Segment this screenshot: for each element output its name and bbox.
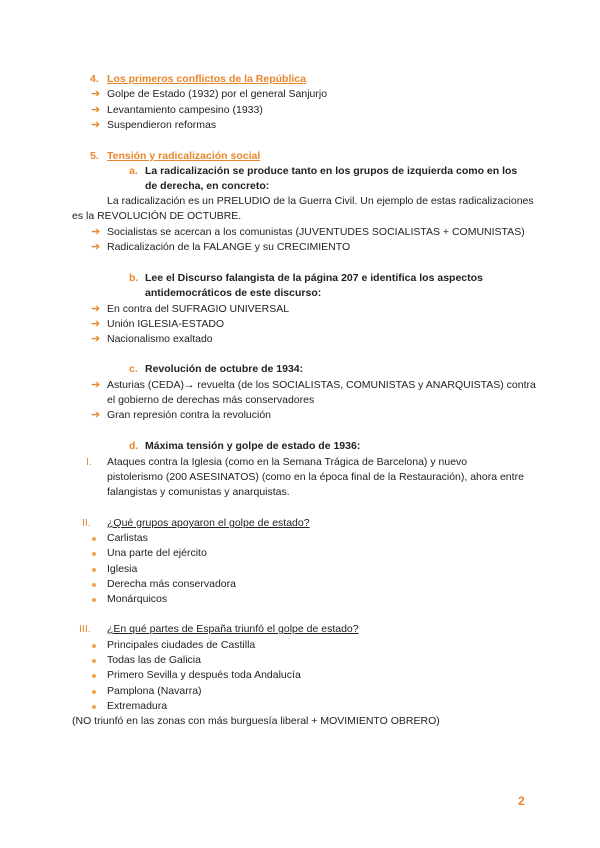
- subsection-d-heading: Máxima tensión y golpe de estado de 1936:: [145, 440, 361, 452]
- bullet-icon: [92, 583, 96, 587]
- question: ¿En qué partes de España triunfó el golpe de estado?: [107, 623, 359, 635]
- list-item: Primero Sevilla y después toda Andalucía: [107, 669, 301, 681]
- bullet-icon: [92, 659, 96, 663]
- list-item: Nacionalismo exaltado: [107, 333, 213, 345]
- roman-numeral-iii: III.: [79, 623, 91, 635]
- bullet-icon: [92, 644, 96, 648]
- bullet-icon: [92, 552, 96, 556]
- bullet-icon: [92, 674, 96, 678]
- paragraph-cont: es la REVOLUCIÓN DE OCTUBRE.: [72, 210, 242, 222]
- list-item: Levantamiento campesino (1933): [107, 104, 263, 116]
- bullet-icon: [92, 690, 96, 694]
- list-item: Una parte del ejército: [107, 547, 207, 559]
- subsection-d-label: d.: [129, 440, 139, 452]
- list-item: Asturias (CEDA)→ revuelta (de los SOCIALISTAS, COMUNISTAS y ANARQUISTAS) contra: [107, 379, 536, 391]
- subsection-b-heading-cont: antidemocráticos de este discurso:: [145, 287, 322, 299]
- paragraph: La radicalización es un PRELUDIO de la Guerra Civil. Un ejemplo de estas radicalizaciones: [107, 195, 534, 207]
- paragraph-cont: pistolerismo (200 ASESINATOS) (como en la época final de la Restauración), ahora entre: [107, 471, 524, 483]
- paragraph-cont: falangistas y comunistas y anarquistas.: [107, 486, 290, 498]
- section-5-number: 5.: [90, 150, 99, 162]
- section-5-title: Tensión y radicalización social: [107, 150, 261, 162]
- question: ¿Qué grupos apoyaron el golpe de estado?: [107, 517, 310, 529]
- page-number: 2: [518, 794, 525, 808]
- bullet-icon: [92, 568, 96, 572]
- list-item: Socialistas se acercan a los comunistas (JUVENTUDES SOCIALISTAS + COMUNISTAS): [107, 226, 525, 238]
- list-item: Radicalización de la FALANGE y su CRECIMIENTO: [107, 241, 351, 253]
- list-item: Golpe de Estado (1932) por el general Sanjurjo: [107, 88, 328, 100]
- subsection-a-label: a.: [129, 165, 138, 177]
- list-item: Unión IGLESIA-ESTADO: [107, 318, 225, 330]
- list-item: Todas las de Galicia: [107, 654, 201, 666]
- arrow-icon: ➔: [91, 379, 101, 391]
- roman-numeral-i: I.: [86, 456, 92, 468]
- subsection-a-heading-cont: de derecha, en concreto:: [145, 180, 270, 192]
- bullet-icon: [92, 537, 96, 541]
- section-4-number: 4.: [90, 73, 99, 85]
- arrow-icon: ➔: [91, 119, 101, 131]
- arrow-icon: ➔: [91, 88, 101, 100]
- subsection-c-heading: Revolución de octubre de 1934:: [145, 363, 304, 375]
- arrow-icon: ➔: [91, 409, 101, 421]
- arrow-icon: ➔: [91, 241, 101, 253]
- arrow-icon: ➔: [91, 318, 101, 330]
- list-item: Derecha más conservadora: [107, 578, 236, 590]
- arrow-icon: ➔: [91, 104, 101, 116]
- list-item: Gran represión contra la revolución: [107, 409, 272, 421]
- list-item: Extremadura: [107, 700, 168, 712]
- list-item: Pamplona (Navarra): [107, 685, 202, 697]
- list-item-cont: el gobierno de derechas más conservadores: [107, 394, 315, 406]
- arrow-icon: ➔: [91, 333, 101, 345]
- bullet-icon: [92, 598, 96, 602]
- list-item: Monárquicos: [107, 593, 168, 605]
- list-item: Carlistas: [107, 532, 148, 544]
- subsection-b-label: b.: [129, 272, 139, 284]
- list-item: Iglesia: [107, 563, 138, 575]
- arrow-icon: ➔: [91, 226, 101, 238]
- bullet-icon: [92, 705, 96, 709]
- subsection-b-heading: Lee el Discurso falangista de la página 207 e identifica los aspectos: [145, 272, 483, 284]
- arrow-icon: ➔: [91, 303, 101, 315]
- section-4-title: Los primeros conflictos de la República: [107, 73, 306, 85]
- list-item: Principales ciudades de Castilla: [107, 639, 256, 651]
- list-item: En contra del SUFRAGIO UNIVERSAL: [107, 303, 290, 315]
- roman-numeral-ii: II.: [82, 517, 91, 529]
- subsection-c-label: c.: [129, 363, 138, 375]
- list-item: Suspendieron reformas: [107, 119, 217, 131]
- subsection-a-heading: La radicalización se produce tanto en los grupos de izquierda como en los: [145, 165, 518, 177]
- paragraph: Ataques contra la Iglesia (como en la Semana Trágica de Barcelona) y nuevo: [107, 456, 468, 468]
- note: (NO triunfó en las zonas con más burguesía liberal + MOVIMIENTO OBRERO): [72, 715, 440, 727]
